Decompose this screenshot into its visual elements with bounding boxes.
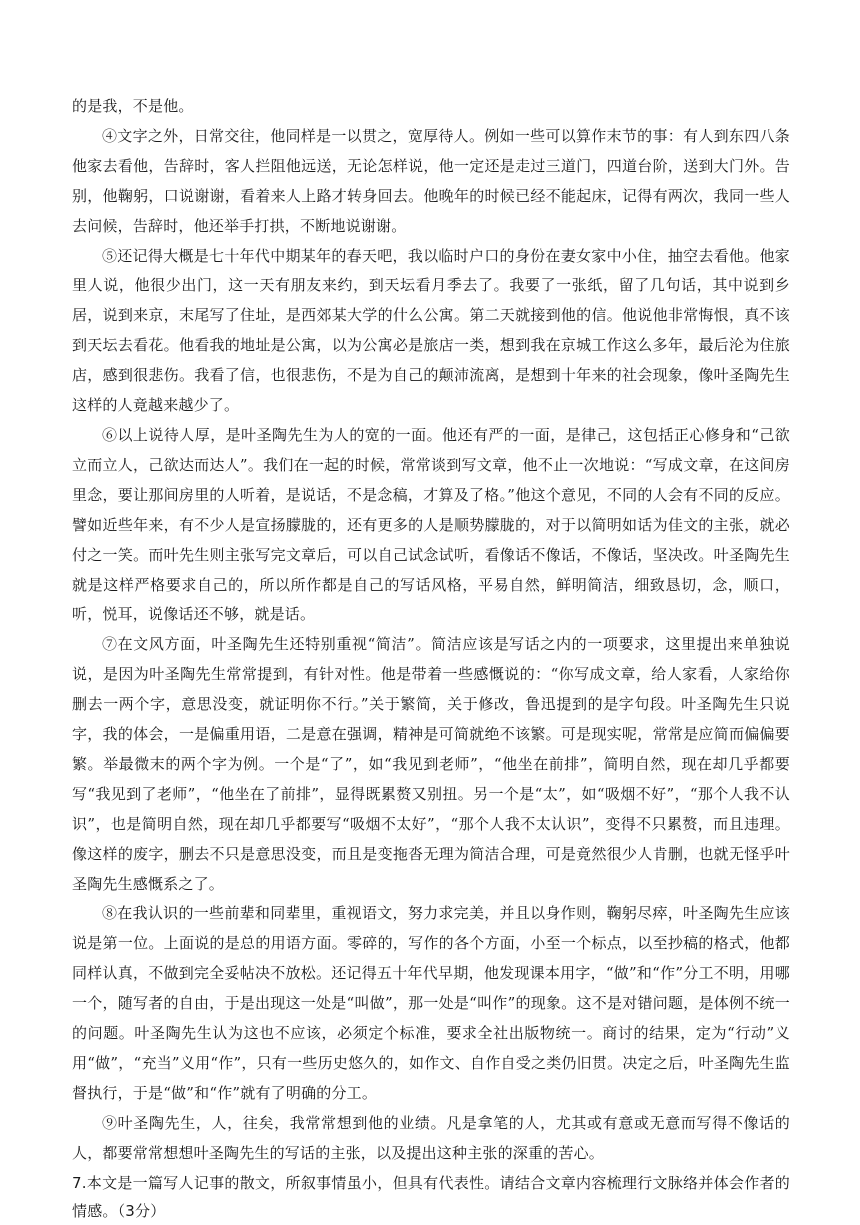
paragraph-6: ⑥以上说待人厚，是叶圣陶先生为人的宽的一面。他还有严的一面，是律己，这包括正心修身和“己欲立而立人，己欲达而达人”。我们在一起的时候，常常谈到写文章，他不止一次地说：“写成文章，在这间房里念，要让那间房里的人听着，是说话，不是念稿，才算及了格。”他这个意见，不同的人会有不同的反应。譬如近些年来，有不少人是宣扬朦胧的，还有更多的人是顺势朦胧的，对于以简明如话为佳文的主张，就必付之一笑。而叶先生则主张写完文章后，可以自己试念试听，看像话不像话，不像话，坚决改。叶圣陶先生就是这样严格要求自己的，所以所作都是自己的写话风格，平易自然，鲜明简洁，细致恳切，念，顺口，听，悦耳，说像话还不够，就是话。 [72, 425, 790, 624]
paragraph-7: ⑦在文风方面，叶圣陶先生还特别重视“简洁”。简洁应该是写话之内的一项要求，这里提出来单独说说，是因为叶圣陶先生常常提到，有针对性。他是带着一些感慨说的：“你写成文章，给人家看，人家给你删去一两个字，意思没变，就证明你不行。”关于繁简，关于修改，鲁迅提到的是字句段。叶圣陶先生只说字，我的体会，一是偏重用语，二是意在强调，精神是可简就绝不该繁。可是现实呢，常常是应简而偏偏要繁。举最微末的两个字为例。一个是“了”，如“我见到老师”，“他坐在前排”，简明自然，现在却几乎都要写“我见到了老师”，“他坐在了前排”，显得既累赘又别扭。另一个是“太”，如“吸烟不好”，“那个人我不认识”，也是简明自然，现在却几乎都要写“吸烟不太好”，“那个人我不太认识”，变得不只累赘，而且违理。像这样的废字，删去不只是意思没变，而且是变拖沓无理为简洁合理，可是竟然很少人肯删，也就无怪乎叶圣陶先生感慨系之了。 [72, 635, 790, 893]
paragraph-8: ⑧在我认识的一些前辈和同辈里，重视语文，努力求完美，并且以身作则，鞠躬尽瘁，叶圣陶先生应该说是第一位。上面说的是总的用语方面。零碎的，写作的各个方面，小至一个标点，以至抄稿的格式，他都同样认真，不做到完全妥帖决不放松。还记得五十年代早期，他发现课本用字，“做”和“作”分工不明，用哪一个，随写者的自由，于是出现这一处是“叫做”，那一处是“叫作”的现象。这不是对错问题，是体例不统一的问题。叶圣陶先生认为这也不应该，必须定个标准，要求全社出版物统一。商讨的结果，定为“行动”义用“做”，“充当”义用“作”，只有一些历史悠久的，如作文、自作自受之类仍旧贯。决定之后，叶圣陶先生监督执行，于是“做”和“作”就有了明确的分工。 [72, 904, 790, 1102]
question-7: 7.本文是一篇写人记事的散文，所叙事情虽小，但具有代表性。请结合文章内容梳理行文脉络并体会作者的情感。（3分） [72, 1173, 790, 1220]
paragraph-5: ⑤还记得大概是七十年代中期某年的春天吧，我以临时户口的身份在妻女家中小住，抽空去看他。他家里人说，他很少出门，这一天有朋友来约，到天坛看月季去了。我要了一张纸，留了几句话，其中说到乡居，说到来京，末尾写了住址，是西郊某大学的什么公寓。第二天就接到他的信。他说他非常悔恨，真不该到天坛去看花。他看我的地址是公寓，以为公寓必是旅店一类，想到我在京城工作这么多年，最后沦为住旅店，感到很悲伤。我看了信，也很悲伤，不是为自己的颠沛流离，是想到十年来的社会现象，像叶圣陶先生这样的人竟越来越少了。 [72, 246, 790, 415]
paragraph-9: ⑨叶圣陶先生，人，往矣，我常常想到他的业绩。凡是拿笔的人，尤其或有意或无意而写得不像话的人，都要常常想想叶圣陶先生的写话的主张，以及提出这种主张的深重的苦心。 [72, 1113, 790, 1162]
document-page [72, 92, 790, 1225]
paragraph-continued: 的是我，不是他。 [72, 97, 194, 115]
paragraph-4: ④文字之外，日常交往，他同样是一以贯之，宽厚待人。例如一些可以算作末节的事：有人到东四八条他家去看他，告辞时，客人拦阻他远送，无论怎样说，他一定还是走过三道门，四道台阶，送到大门外。告别，他鞠躬，口说谢谢，看着来人上路才转身回去。他晚年的时候已经不能起床，记得有两次，我同一些人去问候，告辞时，他还举手打拱，不断地说谢谢。 [72, 126, 790, 235]
